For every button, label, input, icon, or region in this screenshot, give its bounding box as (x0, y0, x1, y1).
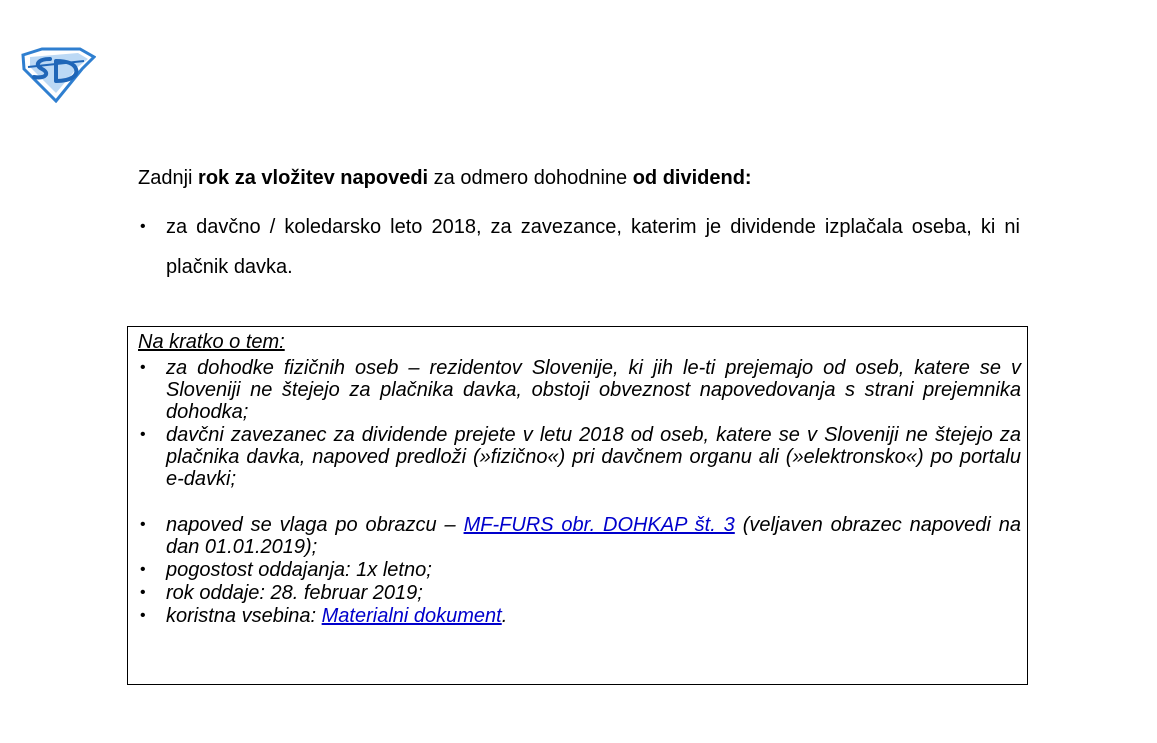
intro-text-1: Zadnji (138, 167, 199, 189)
bullet-icon: • (140, 218, 146, 235)
sd-logo-icon (20, 47, 96, 103)
bullet-icon: • (140, 426, 146, 443)
summary-box-title: Na kratko o tem: (138, 331, 285, 353)
summary-list-item (138, 424, 1021, 490)
bullet-icon: • (140, 584, 146, 601)
summary-list-item (138, 582, 1021, 604)
bullet-icon: • (140, 359, 146, 376)
summary-list-item (138, 559, 1021, 581)
intro-bold-1: rok za vložitev napovedi (198, 167, 429, 189)
dohkap-form-link[interactable]: MF-FURS obr. DOHKAP št. 3 (463, 514, 735, 536)
materialni-dokument-link[interactable]: Materialni dokument (321, 605, 502, 627)
summary-item-text: koristna vsebina: (166, 605, 322, 627)
bullet-icon: • (140, 607, 146, 624)
summary-list-item (138, 514, 1021, 558)
intro-heading (138, 166, 1020, 190)
summary-list-item (138, 605, 1021, 627)
summary-item-text: rok oddaje: 28. februar 2019; (166, 582, 423, 604)
summary-item-text: napoved se vlaga po obrazcu – (166, 514, 464, 536)
intro-list-item-text: za davčno / koledarsko leto 2018, za zavezance, katerim je dividende izplačala oseba, ki ni plačnik davka. (166, 216, 1020, 278)
summary-list (138, 357, 1021, 628)
intro-list-item (138, 207, 1020, 287)
summary-item-text: za dohodke fizičnih oseb – rezidentov Slovenije, ki jih le-ti prejemajo od oseb, katere se v Sloveniji ne štejejo za plačnika davka, obstoji obveznost napovedovanja s strani prejemnika dohodka; (166, 357, 1021, 423)
bullet-icon: • (140, 561, 146, 578)
bullet-icon: • (140, 516, 146, 533)
summary-item-text: davčni zavezanec za dividende prejete v letu 2018 od oseb, katere se v Sloveniji ne štejejo za plačnika davka, napoved predloži (»fizično«) pri davčnem organu ali (»elektronsko«) po portalu e-davki; (166, 424, 1021, 490)
summary-item-text: (veljaven obrazec napovedi na dan 01.01.2019); (166, 514, 1021, 558)
intro-list (138, 207, 1020, 287)
intro-text-2: za odmero dohodnine (428, 167, 633, 189)
summary-list-item (138, 357, 1021, 423)
intro-bold-2: od dividend: (632, 167, 752, 189)
summary-box (127, 326, 1028, 685)
summary-item-text: pogostost oddajanja: 1x letno; (166, 559, 432, 581)
summary-item-text: . (501, 605, 508, 627)
